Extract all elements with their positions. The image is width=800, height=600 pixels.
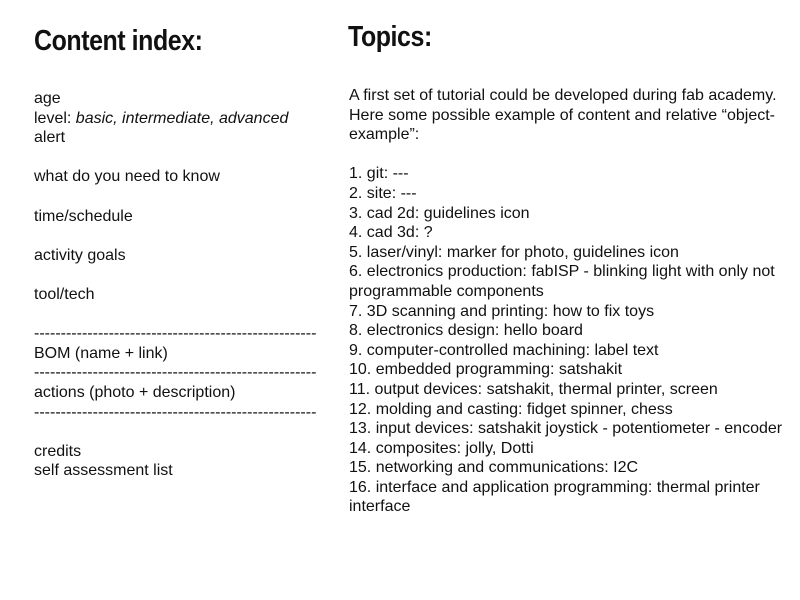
topic-item: 6. electronics production: fabISP - blinking light with only not programmable components (349, 263, 775, 300)
index-item-goals: activity goals (34, 246, 126, 264)
divider-line: ----------------------------------------------------- (34, 403, 317, 421)
topic-item: 11. output devices: satshakit, thermal printer, screen (349, 380, 718, 398)
index-item-credits: credits (34, 442, 82, 460)
topic-item: 7. 3D scanning and printing: how to fix toys (349, 302, 655, 320)
content-index-list (34, 89, 334, 481)
index-item-age: age (34, 90, 61, 107)
topic-item: 2. site: --- (349, 184, 417, 202)
topic-item: 1. git: --- (349, 165, 409, 183)
spacer (34, 305, 334, 325)
topic-item: 10. embedded programming: satshakit (349, 361, 623, 379)
index-item-level (34, 109, 334, 129)
spacer (34, 148, 334, 168)
topic-item: 4. cad 3d: ? (349, 224, 433, 242)
index-item-time: time/schedule (34, 207, 133, 225)
spacer (349, 145, 789, 165)
spacer (34, 422, 334, 442)
topic-item: 3. cad 2d: guidelines icon (349, 204, 530, 222)
topics-section (349, 86, 789, 517)
level-label: level: (34, 109, 76, 127)
topics-heading: Topics: (348, 21, 432, 53)
divider-line: ----------------------------------------------------- (34, 364, 317, 382)
spacer (34, 226, 334, 246)
index-item-know: what do you need to know (34, 168, 220, 186)
divider-line: ----------------------------------------------------- (34, 325, 317, 343)
spacer (34, 265, 334, 285)
topics-intro: A first set of tutorial could be developed during fab academy. Here some possible example of content and relative “object-example”: (349, 87, 777, 144)
topic-item: 9. computer-controlled machining: label text (349, 341, 659, 359)
index-item-self-assessment: self assessment list (34, 462, 173, 480)
index-item-alert: alert (34, 129, 66, 147)
topic-item: 8. electronics design: hello board (349, 322, 583, 340)
index-item-actions: actions (photo + description) (34, 383, 236, 401)
topic-item: 15. networking and communications: I2C (349, 459, 639, 477)
index-item-tool: tool/tech (34, 285, 95, 303)
topic-item: 14. composites: jolly, Dotti (349, 439, 534, 457)
topic-item: 16. interface and application programming: thermal printer interface (349, 478, 760, 516)
topic-item: 13. input devices: satshakit joystick - potentiometer - encoder (349, 420, 783, 438)
content-index-heading: Content index: (34, 25, 203, 57)
topic-item: 12. molding and casting: fidget spinner, chess (349, 400, 673, 418)
spacer (34, 187, 334, 207)
topics-list (349, 164, 789, 517)
level-options: basic, intermediate, advanced (75, 109, 289, 127)
index-item-bom: BOM (name + link) (34, 344, 168, 362)
topic-item: 5. laser/vinyl: marker for photo, guidelines icon (349, 243, 679, 261)
